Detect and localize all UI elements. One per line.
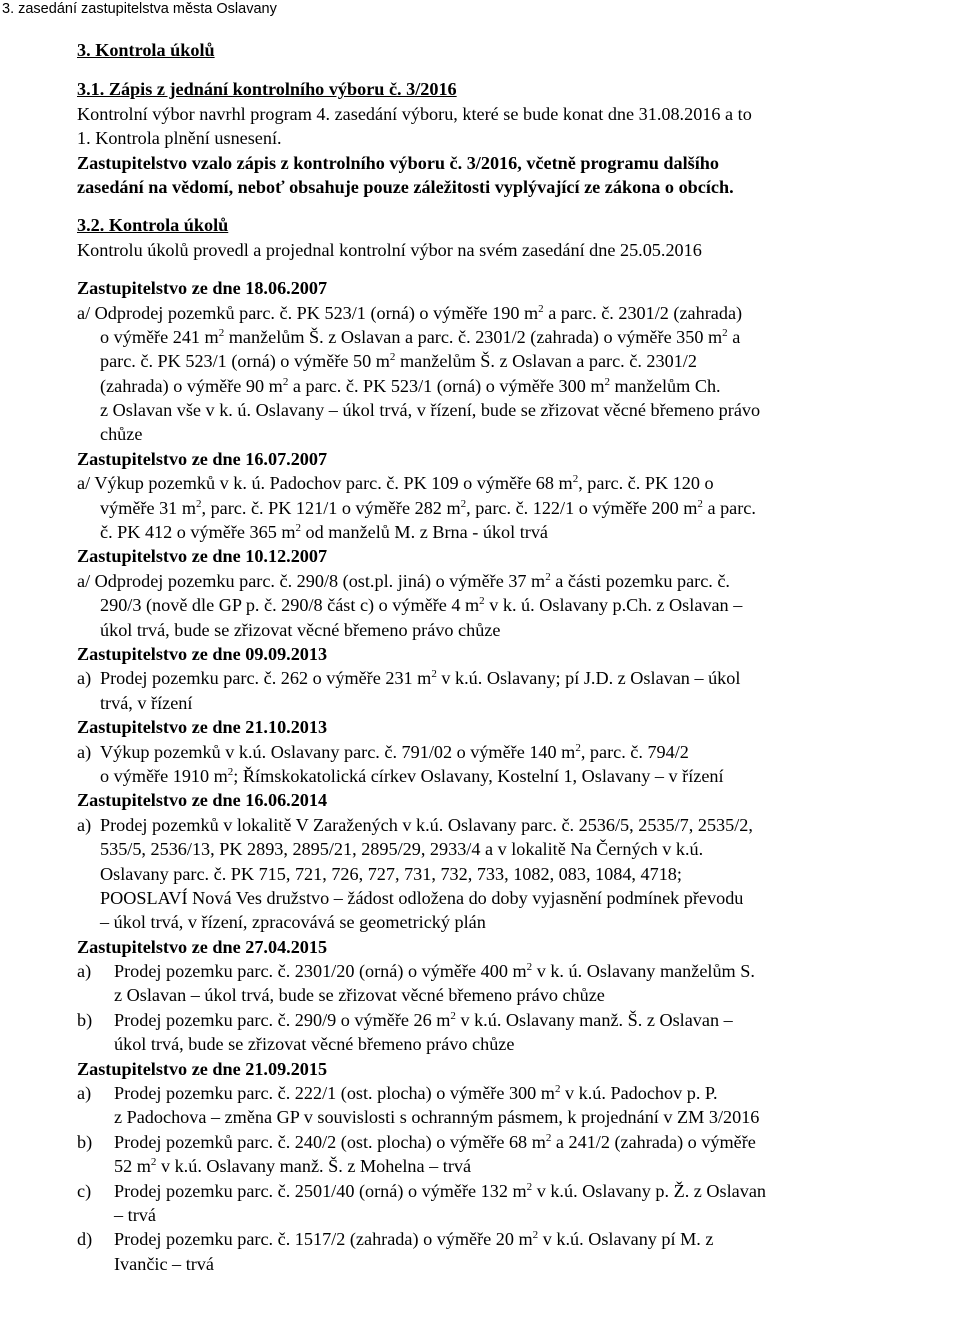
block-heading: Zastupitelstvo ze dne 16.07.2007	[77, 448, 328, 469]
block-line: Prodej pozemku parc. č. 2301/20 (orná) o výměře 400 $m^2$ v k. ú. Oslavany manželům S.	[114, 961, 755, 982]
block-heading: Zastupitelstvo ze dne 10.12.2007	[77, 546, 328, 567]
block-line: z Padochova – změna GP v souvislosti s ochranným pásmem, k projednání v ZM 3/2016	[114, 1107, 760, 1128]
list-item	[77, 666, 889, 715]
block-line: – trvá	[114, 1204, 156, 1225]
block-line: chůze	[100, 424, 143, 445]
block-line: Prodej pozemku parc. č. 222/1 (ost. plocha) o výměře 300 $m^2$ v k.ú. Padochov p. P.	[114, 1083, 718, 1104]
block-line: Prodej pozemku parc. č. 290/9 o výměře 26 $m^2$ v k.ú. Oslavany manž. Š. z Oslavan –	[114, 1009, 733, 1030]
block-line: z Oslavan vše v k. ú. Oslavany – úkol trvá, v řízení, bude se zřizovat věcné břemeno právo	[100, 400, 761, 421]
block-line: Prodej pozemků parc. č. 240/2 (ost. plocha) o výměře 68 $m^2$ a 241/2 (zahrada) o výměře	[114, 1131, 756, 1152]
block-line: trvá, v řízení	[100, 692, 193, 713]
header-title: 3. zasedání zastupitelstva města Oslavany	[2, 1, 277, 17]
block-line: o výměře 241 $m^2$ manželům Š. z Oslavan a parc. č. 2301/2 (zahrada) o výměře 350 $m^2$ a	[100, 326, 741, 347]
item-label: c)	[77, 1180, 92, 1201]
s31-resolution-line: zasedání na vědomí, neboť obsahuje pouze záležitosti vyplývající ze zákona o obcích.	[77, 176, 734, 197]
item-label: a)	[77, 961, 92, 982]
s31-text-line: Kontrolní výbor navrhl program 4. zasedání výboru, které se bude konat dne 31.08.2016 a to	[77, 103, 752, 124]
s31-heading: 3.1. Zápis z jednání kontrolního výboru č. 3/2016	[77, 79, 457, 100]
block-line: o výměře 1910 $m^2$; Římskokatolická církev Oslavany, Kostelní 1, Oslavany – v řízení	[100, 765, 724, 786]
block-line: a/ Odprodej pozemků parc. č. PK 523/1 (orná) o výměře 190 $m^2$ a parc. č. 2301/2 (zahrada)	[77, 302, 743, 323]
list-item	[77, 1227, 889, 1276]
list-item	[77, 959, 889, 1008]
list-item	[77, 1179, 889, 1228]
block-line: 52 $m^2$ v k.ú. Oslavany manž. Š. z Mohelna – trvá	[114, 1156, 472, 1177]
s31-resolution-line: Zastupitelstvo vzalo zápis z kontrolního výboru č. 3/2016, včetně programu dalšího	[77, 152, 719, 173]
block-line: Prodej pozemku parc. č. 262 o výměře 231 $m^2$ v k.ú. Oslavany; pí J.D. z Oslavan – úkol	[100, 668, 741, 689]
list-item	[77, 1081, 889, 1130]
block-line: výměře 31 $m^2$, parc. č. PK 121/1 o výměře 282 $m^2$, parc. č. 122/1 o výměře 200 $m^2$ a parc.	[100, 497, 756, 518]
block-line: Prodej pozemku parc. č. 2501/40 (orná) o výměře 132 $m^2$ v k.ú. Oslavany p. Ž. z Oslavan	[114, 1180, 767, 1201]
block-line: Oslavany parc. č. PK 715, 721, 726, 727, 731, 732, 733, 1082, 083, 1084, 4718;	[100, 863, 682, 884]
block-line: úkol trvá, bude se zřizovat věcné břemeno právo chůze	[100, 619, 501, 640]
item-label: a)	[77, 741, 92, 762]
item-label: a)	[77, 1083, 92, 1104]
s32-heading: 3.2. Kontrola úkolů	[77, 215, 229, 236]
block-line: 535/5, 2536/13, PK 2893, 2895/21, 2895/29, 2933/4 a v lokalitě Na Černých v k.ú.	[100, 839, 704, 860]
s31-text-line: 1. Kontrola plnění usnesení.	[77, 128, 282, 149]
item-label: b)	[77, 1131, 93, 1152]
block-heading: Zastupitelstvo ze dne 21.10.2013	[77, 717, 328, 738]
list-item	[77, 1130, 889, 1179]
block-line: a/ Výkup pozemků v k. ú. Padochov parc. č. PK 109 o výměře 68 $m^2$, parc. č. PK 120 o	[77, 473, 714, 494]
block-line: – úkol trvá, v řízení, zpracovává se geometrický plán	[100, 912, 486, 933]
block-line: a/ Odprodej pozemku parc. č. 290/8 (ost.pl. jiná) o výměře 37 $m^2$ a části pozemku parc. č.	[77, 570, 730, 591]
block-heading: Zastupitelstvo ze dne 16.06.2014	[77, 790, 328, 811]
block-line: úkol trvá, bude se zřizovat věcné břemeno právo chůze	[114, 1034, 515, 1055]
list-item	[77, 1008, 889, 1057]
list-item	[77, 813, 889, 935]
block-line: Ivančic – trvá	[114, 1253, 214, 1274]
item-label: b)	[77, 1009, 93, 1030]
block-heading: Zastupitelstvo ze dne 09.09.2013	[77, 643, 328, 664]
item-label: a)	[77, 668, 92, 689]
block-heading: Zastupitelstvo ze dne 27.04.2015	[77, 936, 328, 957]
section-title: 3. Kontrola úkolů	[77, 40, 215, 60]
document-body	[77, 38, 889, 1276]
block-line: (zahrada) o výměře 90 $m^2$ a parc. č. PK 523/1 (orná) o výměře 300 $m^2$ manželům Ch.	[100, 375, 721, 396]
block-line: parc. č. PK 523/1 (orná) o výměře 50 $m^2$ manželům Š. z Oslavan a parc. č. 2301/2	[100, 351, 697, 372]
block-line: 290/3 (nově dle GP p. č. 290/8 část c) o výměře 4 $m^2$ v k. ú. Oslavany p.Ch. z Oslavan –	[100, 595, 743, 616]
item-label: d)	[77, 1229, 93, 1250]
item-label: a)	[77, 814, 92, 835]
document-header	[0, 0, 277, 18]
block-line: Výkup pozemků v k.ú. Oslavany parc. č. 791/02 o výměře 140 $m^2$, parc. č. 794/2	[100, 741, 689, 762]
block-line: POOSLAVÍ Nová Ves družstvo – žádost odložena do doby vyjasnění podmínek převodu	[100, 887, 744, 908]
block-heading: Zastupitelstvo ze dne 18.06.2007	[77, 278, 328, 299]
block-line: Prodej pozemku parc. č. 1517/2 (zahrada) o výměře 20 $m^2$ v k.ú. Oslavany pí M. z	[114, 1229, 714, 1250]
block-heading: Zastupitelstvo ze dne 21.09.2015	[77, 1058, 328, 1079]
block-line: z Oslavan – úkol trvá, bude se zřizovat věcné břemeno právo chůze	[114, 985, 605, 1006]
block-line: č. PK 412 o výměře 365 $m^2$ od manželů M. z Brna - úkol trvá	[100, 522, 548, 543]
list-item	[77, 740, 889, 789]
s32-text: Kontrolu úkolů provedl a projednal kontrolní výbor na svém zasedání dne 25.05.2016	[77, 239, 702, 260]
block-line: Prodej pozemků v lokalitě V Zaražených v k.ú. Oslavany parc. č. 2536/5, 2535/7, 2535/2,	[100, 814, 753, 835]
